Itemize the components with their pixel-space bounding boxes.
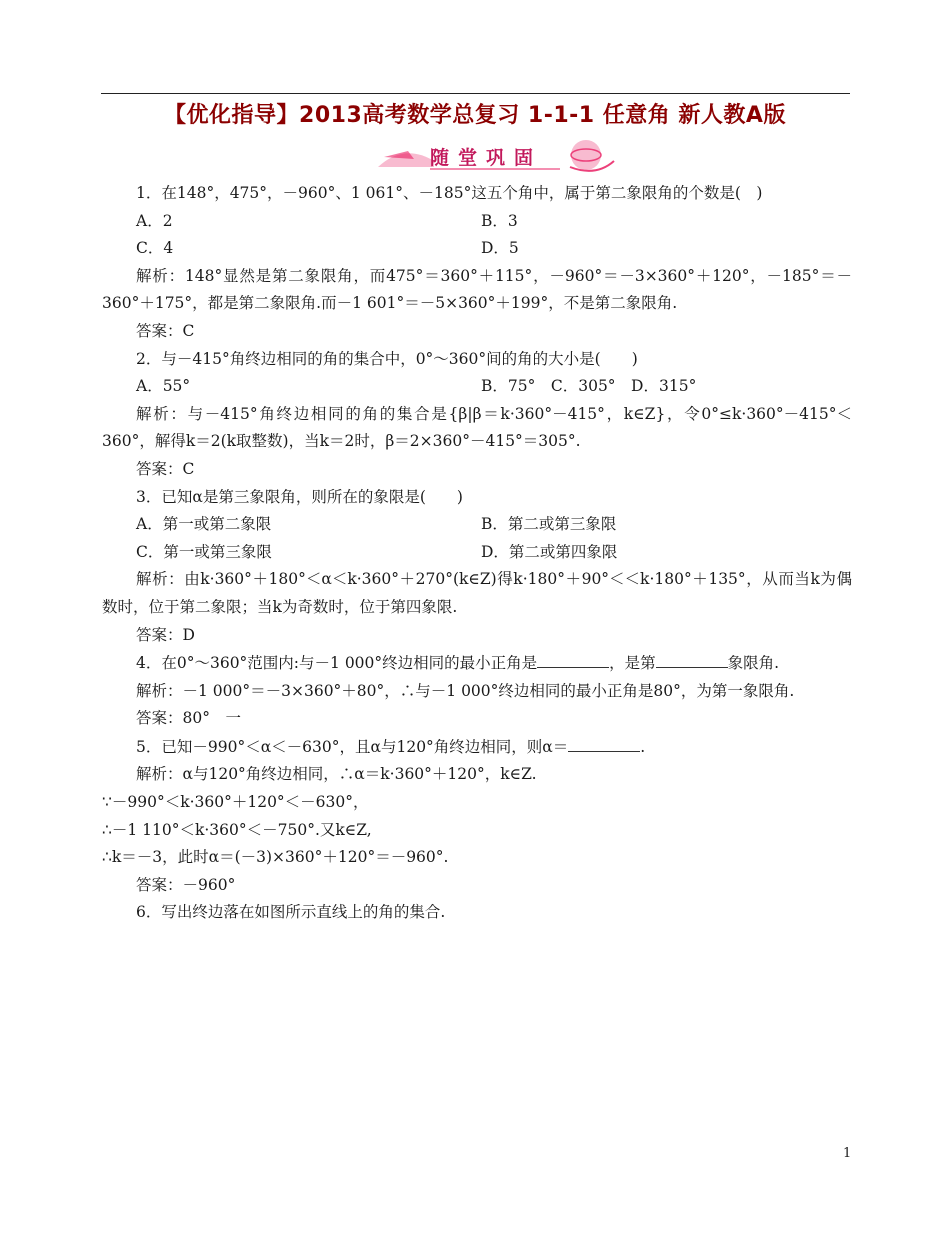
q5-solution-4: ∴k＝－3，此时α＝(－3)×360°＋120°＝－960°. <box>102 848 449 867</box>
q4-answer-blank-2 <box>656 649 728 668</box>
q5-solution-1: 解析：α与120°角终边相同，∴α＝k·360°＋120°，k∈Z. <box>136 765 537 784</box>
question-2: 2．与－415°角终边相同的角的集合中，0°～360°间的角的大小是( ) <box>136 349 638 368</box>
question-3: 3．已知α是第三象限角，则所在的象限是( ) <box>136 487 463 506</box>
q4-text-c: 象限角. <box>727 654 780 673</box>
q2-option-a: A．55° <box>136 377 191 396</box>
document-body <box>102 180 852 927</box>
q1-solution: 解析：148°显然是第二象限角，而475°＝360°＋115°，－960°＝－3×360°＋120°，－185°＝－360°＋175°，都是第二象限角.而－1 601°＝－5×360°＋199°，不是第二象限角. <box>102 266 852 313</box>
page-number: 1 <box>843 1146 852 1161</box>
q2-option-bcd: B．75° C．305° D．315° <box>481 377 697 396</box>
q2-solution: 解析：与－415°角终边相同的角的集合是{β|β＝k·360°－415°，k∈Z}，令0°≤k·360°－415°＜360°，解得k＝2(k取整数)，当k＝2时，β＝2×360°－415°＝305°. <box>102 404 852 451</box>
q4-answer: 答案：80° 一 <box>136 709 241 728</box>
question-5 <box>102 733 852 762</box>
question-4 <box>102 649 852 678</box>
q3-option-c: C．第一或第三象限 <box>136 542 272 561</box>
q2-answer: 答案：C <box>136 459 195 478</box>
q3-solution: 解析：由k·360°＋180°＜α＜k·360°＋270°(k∈Z)得k·180°＋90°＜＜k·180°＋135°，从而当k为偶数时，位于第二象限；当k为奇数时，位于第四象限. <box>102 570 852 616</box>
q1-option-b: B．3 <box>481 211 518 230</box>
q4-solution: 解析：－1 000°＝－3×360°＋80°，∴与－1 000°终边相同的最小正角是80°，为第一象限角. <box>136 681 795 700</box>
q5-text-b: . <box>640 737 646 756</box>
q5-answer: 答案：－960° <box>136 875 236 894</box>
q1-options-row1 <box>102 208 852 236</box>
q1-option-a: A．2 <box>136 211 173 230</box>
q1-option-d: D．5 <box>481 239 519 258</box>
q3-option-d: D．第二或第四象限 <box>481 542 618 561</box>
document-title: 【优化指导】2013高考数学总复习 1-1-1 任意角 新人教A版 <box>164 103 786 128</box>
q3-option-b: B．第二或第三象限 <box>481 515 617 534</box>
q4-text-b: ，是第 <box>609 654 656 673</box>
q1-options-row2 <box>102 235 852 263</box>
q1-answer: 答案：C <box>136 321 195 340</box>
q3-answer: 答案：D <box>136 625 195 644</box>
question-6: 6．写出终边落在如图所示直线上的角的集合. <box>136 903 446 922</box>
q4-answer-blank-1 <box>537 649 609 668</box>
q3-option-a: A．第一或第二象限 <box>136 515 272 534</box>
q5-solution-2: ∵－990°＜k·360°＋120°＜－630°， <box>102 793 369 812</box>
banner-title: 随堂巩固 <box>430 147 543 169</box>
q3-options-row2 <box>102 539 852 567</box>
q4-text-a: 4．在0°～360°范围内:与－1 000°终边相同的最小正角是 <box>136 654 538 673</box>
q1-option-c: C．4 <box>136 239 174 258</box>
header-rule <box>101 93 850 94</box>
pen-icon <box>384 151 414 159</box>
q5-solution-3: ∴－1 110°＜k·360°＜－750°.又k∈Z, <box>102 820 372 839</box>
q3-options-row1 <box>102 511 852 539</box>
q5-answer-blank <box>568 733 640 752</box>
q2-options <box>102 373 852 401</box>
globe-icon <box>571 140 601 170</box>
q5-text-a: 5．已知－990°＜α＜－630°，且α与120°角终边相同，则α＝ <box>136 737 569 756</box>
question-1: 1．在148°，475°，－960°、1 061°、－185°这五个角中，属于第二象限角的个数是( ) <box>136 184 763 202</box>
